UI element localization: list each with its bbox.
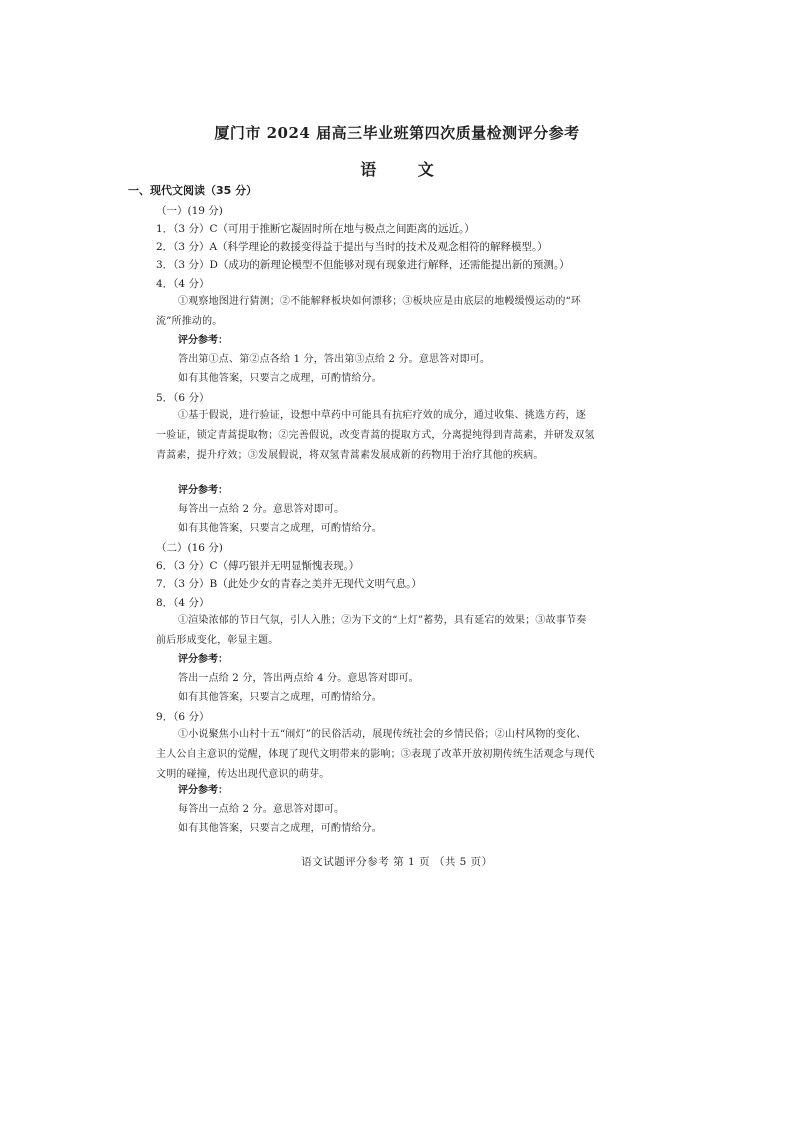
question-5-other: 如有其他答案，只要言之成理，可酌情给分。 <box>178 523 382 534</box>
question-8-answer: ①渲染浓郁的节日气氛，引人入胜；②为下文的“上灯”蓄势，具有延宕的效果；③故事节奏前后形成变化，彰显主题。 <box>156 615 587 646</box>
question-4-head: 4．（4 分） <box>156 278 210 290</box>
question-9-scoring-label: 评分参考： <box>178 785 228 796</box>
question-7: 7．（3 分）B（此处少女的青春之美并无现代文明气息。） <box>156 578 422 590</box>
question-2: 2．（3 分）A（科学理论的救援变得益于提出与当时的技术及观念相符的解释模型。） <box>156 241 548 253</box>
question-4-scoring-label: 评分参考： <box>178 335 228 346</box>
question-8-scoring-label: 评分参考： <box>178 654 228 665</box>
question-8-scoring: 答出一点给 2 分，答出两点给 4 分。意思答对即可。 <box>178 673 419 684</box>
question-5-answer: ①基于假说，进行验证，设想中草药中可能具有抗疟疗效的成分，通过收集、挑选方药，逐一验证，锁定青蒿提取物；②完善假说，改变青蒿的提取方式，分离提纯得到青蒿素，并研发双氢青蒿素，提升疗效；③发展假说，将双氢青蒿素发展成新的药物用于治疗其他的疾病。 <box>156 410 595 461</box>
question-9-answer: ①小说聚焦小山村十五“闹灯”的民俗活动，展现传统社会的乡情民俗；②山村风物的变化、主人公自主意识的觉醒，体现了现代文明带来的影响；③表现了改革开放初期传统生活观念与现代文明的碰撞，传达出现代意识的萌芽。 <box>156 729 595 780</box>
question-3: 3．（3 分）D（成功的新理论模型不但能够对现有现象进行解释，还需能提出新的预测。） <box>156 259 570 271</box>
question-4-answer: ①观察地图进行猜测；②不能解释板块如何漂移；③板块应是由底层的地幔缓慢运动的“环流”所推动的。 <box>156 296 582 327</box>
part2-heading: （二）(16 分) <box>156 542 223 554</box>
question-5-scoring-label: 评分参考： <box>178 485 228 496</box>
question-5-head: 5．（6 分） <box>156 392 210 404</box>
question-4-other: 如有其他答案，只要言之成理，可酌情给分。 <box>178 373 382 384</box>
page-footer: 语文试题评分参考 第 1 页 （共 5 页） <box>301 856 493 868</box>
part1-heading: （一）(19 分) <box>156 205 223 217</box>
question-9-scoring: 每答出一点给 2 分。意思答对即可。 <box>178 804 345 815</box>
question-8-head: 8．（4 分） <box>156 597 210 609</box>
question-9-other: 如有其他答案，只要言之成理，可酌情给分。 <box>178 823 382 834</box>
question-9-head: 9．（6 分） <box>156 711 210 723</box>
question-6: 6．（3 分）C（傅巧银并无明显惭愧表现。） <box>156 560 360 572</box>
question-4-scoring: 答出第①点、第②点各给 1 分，答出第③点给 2 分。意思答对即可。 <box>178 354 491 365</box>
document-title: 厦门市 2024 届高三毕业班第四次质量检测评分参考 <box>214 124 580 142</box>
question-8-other: 如有其他答案，只要言之成理，可酌情给分。 <box>178 692 382 703</box>
subject-title: 语 文 <box>360 160 452 179</box>
question-5-scoring: 每答出一点给 2 分。意思答对即可。 <box>178 504 345 515</box>
section-heading: 一、现代文阅读（35 分） <box>128 184 258 197</box>
question-1: 1．（3 分）C（可用于推断它凝固时所在地与极点之间距离的远近。） <box>156 223 475 235</box>
